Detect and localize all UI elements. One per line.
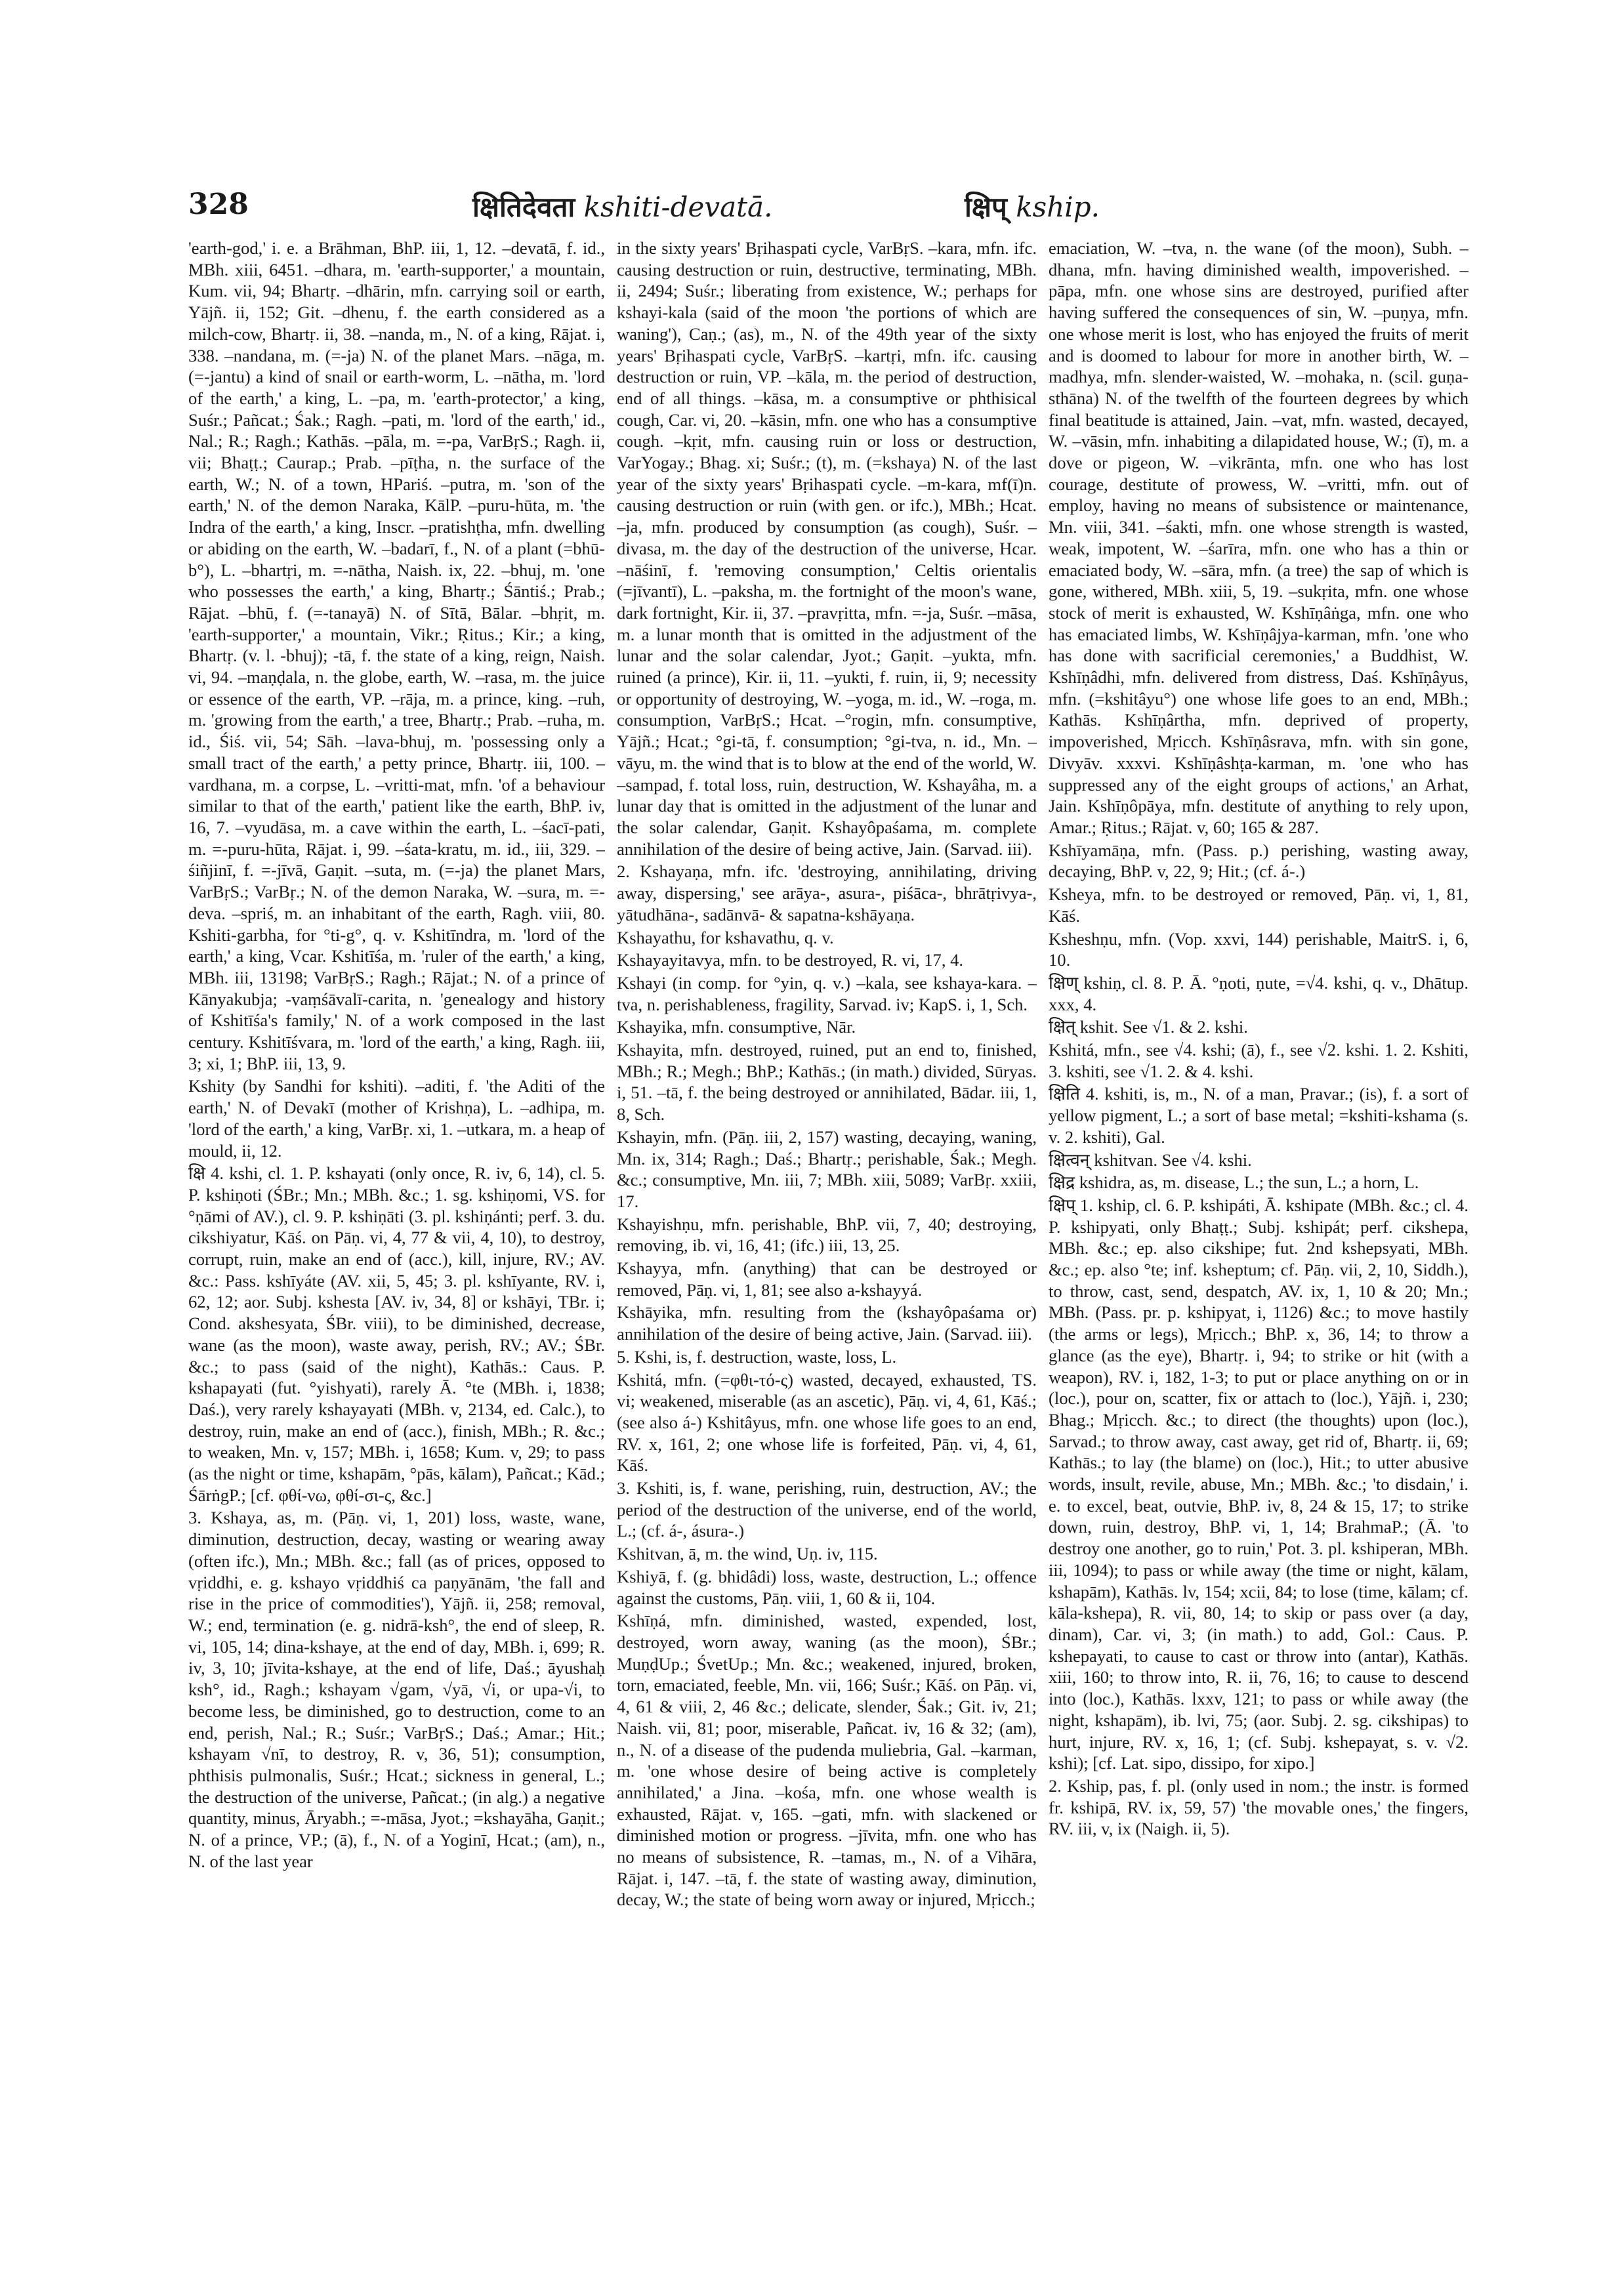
right-headword-devanagari: क्षिप् xyxy=(965,191,1007,223)
entry-paragraph: Kshayi (in comp. for °yin, q. v.) –kala, see kshaya-kara. –tva, n. perishableness, fragility, Sarvad. iv; KapS. i, 1, Sch. xyxy=(617,972,1037,1014)
entry-paragraph: emaciation, W. –tva, n. the wane (of the moon), Subh. –dhana, mfn. having diminished wealth, impoverished. –pāpa, mfn. one whose sins are destroyed, purified after having suffered the consequences of sin, W. –puṇya, mfn. one whose merit is lost, who has enjoyed the fruits of merit and is doomed to labour for more in another birth, W. –madhya, mfn. slender-waisted, W. –mohaka, n. (scil. guṇa-sthāna) N. of the twelfth of the fourteen degrees by which final beatitude is attained, Jain. –vat, mfn. wasted, decayed, W. –vāsin, mfn. inhabiting a dilapidated house, W.; (ī), m. a dove or pigeon, W. –vikrānta, mfn. one who has lost courage, destitute of prowess, W. –vritti, mfn. out of employ, having no means of subsistence or maintenance, Mn. viii, 341. –śakti, mfn. one whose strength is wasted, weak, impotent, W. –śarīra, mfn. one who has a thin or emaciated body, W. –sāra, mfn. (a tree) the sap of which is gone, withered, MBh. xiii, 5, 19. –sukṛita, mfn. one whose stock of merit is exhausted, W. Kshīṇâṅga, mfn. one who has emaciated limbs, W. Kshīṇâjya-karman, mfn. 'one who has done with sacrificial ceremonies,' a Buddhist, W. Kshīṇâdhi, mfn. delivered from distress, Daś. Kshīṇâyus, mfn. (=kshitâyu°) one whose life goes to an end, MBh.; Kathās. Kshīṇârtha, mfn. deprived of property, impoverished, Mṛicch. Kshīṇâsrava, mfn. with sin gone, Divyāv. xxxvi. Kshīṇâshṭa-karman, m. 'one who has suppressed any of the eight groups of actions,' an Arhat, Jain. Kshīṇôpāya, mfn. destitute of anything to rely upon, Amar.; Ṛitus.; Rājat. v, 60; 165 & 287. xyxy=(1049,238,1468,837)
left-headword-devanagari: क्षितिदेवता xyxy=(472,191,575,223)
entry-paragraph: Kshāyika, mfn. resulting from the (kshayôpaśama or) annihilation of the desire of being active, Jain. (Sarvad. iii). xyxy=(617,1302,1037,1344)
entry-paragraph: क्षिण् kshiṇ, cl. 8. P. Ā. °ṇoti, ṇute, =√4. kshi, q. v., Dhātup. xxx, 4. xyxy=(1049,972,1468,1014)
entry-paragraph: Kshitvan, ā, m. the wind, Uṇ. iv, 115. xyxy=(617,1544,878,1564)
entry-paragraph: Kshayathu, for kshavathu, q. v. xyxy=(617,927,834,947)
column-2 xyxy=(617,238,1037,2245)
entry-paragraph: 'earth-god,' i. e. a Brāhman, BhP. iii, 1, 12. –devatā, f. id., MBh. xiii, 6451. –dhara, m. 'earth-supporter,' a mountain, Kum. vii, 94; Bhartṛ. –dhārin, mfn. carrying soil or earth, Yājñ. ii, 152; Git. –dhenu, f. the earth considered as a milch-cow, Bhartṛ. ii, 38. –nanda, m., N. of a king, Rājat. i, 338. –nandana, m. (=-ja) N. of the planet Mars. –nāga, m. (=-jantu) a kind of snail or earth-worm, L. –nātha, m. 'lord of the earth,' a king, L. –pa, m. 'earth-protector,' a king, Suśr.; Pañcat.; Śak.; Ragh. –pati, m. 'lord of the earth,' id., Nal.; R.; Ragh.; Kathās. –pāla, m. =-pa, VarBṛS.; Ragh. ii, vii; Bhaṭṭ.; Caurap.; Prab. –pīṭha, n. the surface of the earth, W.; N. of a town, HPariś. –putra, m. 'son of the earth,' N. of the demon Naraka, KālP. –puru-hūta, m. 'the Indra of the earth,' a king, Inscr. –pratishṭha, mfn. dwelling or abiding on the earth, W. –badarī, f., N. of a plant (=bhū-b°), L. –bhartṛi, m. =-nātha, Naish. ix, 22. –bhuj, m. 'one who possesses the earth,' a king, Bhartṛ.; Śāntiś.; Prab.; Rājat. –bhū, f. (=-tanayā) N. of Sītā, Bālar. –bhṛit, m. 'earth-supporter,' a mountain, Vikr.; Ṛitus.; Kir.; a king, Bhartṛ. (v. l. -bhuj); -tā, f. the state of a king, reign, Naish. vi, 94. –maṇḍala, n. the globe, earth, W. –rasa, m. the juice or essence of the earth, VP. –rāja, m. a prince, king. –ruh, m. 'growing from the earth,' a tree, Bhartṛ.; Prab. –ruha, m. id., Śiś. vii, 54; Sāh. –lava-bhuj, m. 'possessing only a small tract of the earth,' a petty prince, Bhartṛ. iii, 100. –vardhana, m. a corpse, L. –vritti-mat, mfn. 'of a behaviour similar to that of the earth,' patient like the earth, BhP. iv, 16, 7. –vyudāsa, m. a cave within the earth, L. –śacī-pati, m. =-puru-hūta, Rājat. i, 99. –śata-kratu, m. id., iii, 329. –śiñjinī, f. =-jīvā, Gaṇit. –suta, m. (=-ja) the planet Mars, VarBṛS.; VarBṛ.; N. of the demon Naraka, W. –sura, m. =-deva. –spriś, m. an inhabitant of the earth, Ragh. viii, 80. Kshiti-garbha, for °ti-g°, q. v. Kshitīndra, m. 'lord of the earth,' a king, Vcar. Kshitīśa, m. 'ruler of the earth,' a king, MBh. iii, 13198; VarBṛS.; Ragh.; Rājat.; N. of a prince of Kānyakubja; -vaṃśāvalī-carita, n. 'genealogy and history of Kshitīśa's family,' N. of a work composed in the last century. Kshitīśvara, m. 'lord of the earth,' a king, Ragh. iii, 3; xi, 1; BhP. iii, 13, 9. xyxy=(188,238,605,1073)
entry-paragraph: Kshayin, mfn. (Pāṇ. iii, 2, 157) wasting, decaying, waning, Mn. ix, 314; Ragh.; Daś.; Bhartṛ.; perishable, Śak.; Megh. &c.; consumptive, Mn. iii, 7; MBh. xiii, 5089; VarBṛ. xxiii, 17. xyxy=(617,1127,1037,1211)
entry-paragraph: Kshayya, mfn. (anything) that can be destroyed or removed, Pāṇ. vi, 1, 81; see also a-kshayyá. xyxy=(617,1258,1037,1300)
entry-paragraph: Ksheya, mfn. to be destroyed or removed, Pāṇ. vi, 1, 81, Kāś. xyxy=(1049,884,1468,926)
entry-paragraph: Ksheshṇu, mfn. (Vop. xxvi, 144) perishable, MaitrS. i, 6, 10. xyxy=(1049,928,1468,970)
entry-paragraph: Kshīṇá, mfn. diminished, wasted, expended, lost, destroyed, worn away, waning (as the moon), ŚBr.; MuṇḍUp.; ŚvetUp.; Mn. &c.; weakened, injured, broken, torn, emaciated, feeble, Mn. vii, 166; Suśr.; Kāś. on Pāṇ. vi, 4, 61 & viii, 2, 46 &c.; delicate, slender, Śak.; Git. iv, 21; Naish. vii, 81; poor, miserable, Pañcat. iv, 16 & 32; (am), n., N. of a disease of the pudenda muliebria, Gal. –karman, m. 'one whose desire of being active is completely annihilated,' a Jina. –kośa, mfn. one whose wealth is exhausted, Rājat. v, 165. –gati, mfn. with slackened or diminished motion or progress. –jīvita, mfn. one who has no means of subsistence, R. –tamas, m., N. of a Vihāra, Rājat. i, 147. –tā, f. the state of wasting away, diminution, decay, W.; the state of being worn away or injured, Mṛicch.; xyxy=(617,1611,1037,1910)
entry-paragraph: 2. Kshayaṇa, mfn. ifc. 'destroying, annihilating, driving away, dispersing,' see arāya-, asura-, piśāca-, bhrātṛivya-, yātudhāna-, sadānvā- & sapatna-kshāyaṇa. xyxy=(617,861,1037,924)
column-1 xyxy=(188,238,605,2245)
entry-paragraph: 2. Kship, pas, f. pl. (only used in nom.; the instr. is formed fr. kshipā, RV. ix, 59, 57) 'the movable ones,' the fingers, RV. iii, v, ix (Naigh. ii, 5). xyxy=(1049,1775,1468,1839)
entry-paragraph: क्षिप् 1. kship, cl. 6. P. kshipáti, Ā. kshipate (MBh. &c.; cl. 4. P. kshipyati, only Bhaṭṭ.; Subj. kshipát; perf. cikshepa, MBh. &c.; ep. also cikshipe; fut. 2nd kshepsyati, MBh. &c.; ep. also °te; inf. ksheptum; cf. Pāṇ. vii, 2, 10, Siddh.), to throw, cast, send, despatch, AV. ix, 1, 10 & 20; Mn.; MBh. (Pass. pr. p. kshipyat, i, 1126) &c.; to move hastily (the arms or legs), Mṛicch.; BhP. x, 36, 14; to throw a glance (as the eye), Bhartṛ. i, 94; to strike or hit (with a weapon), RV. i, 182, 1-3; to put or place anything on or in (loc.), pour on, scatter, fix or attach to (loc.), Yājñ. i, 230; Bhag.; Mṛicch. &c.; to direct (the thoughts) upon (loc.), Sarvad.; to throw away, cast away, get rid of, Bhartṛ. ii, 69; Kathās.; to lay (the blame) on (loc.), Hit.; to utter abusive words, insult, revile, abuse, Mn.; MBh. &c.; 'to disdain,' i. e. to excel, beat, outvie, BhP. iv, 8, 24 & 15, 17; to strike down, ruin, destroy, BhP. vi, 1, 14; BrahmaP.; (Ā. 'to destroy one another, go to ruin,' Pot. 3. pl. kshiperan, MBh. iii, 1094); to pass or while away (the time or night, kālam, kshapām), Kathās. lv, 154; xcii, 84; to lose (time, kālam; cf. kāla-kshepa), R. vii, 80, 14; to skip or pass over (a day, dinam), Car. vi, 3; (in math.) to add, Gol.: Caus. P. kshepayati, to cause to cast or throw into (antar), Kathās. xiii, 160; to throw into, R. ii, 76, 16; to cause to descend into (loc.), Kathās. lxxv, 121; to pass or while away (the night, kshapām), ib. lvi, 75; (aor. Subj. 2. sg. cikshipas) to hurt, injure, RV. x, 16, 1; (cf. Subj. kshepayat, s. v. √2. kshi); [cf. Lat. sipo, dissipo, for xipo.] xyxy=(1049,1195,1468,1773)
entry-paragraph: 3. Kshiti, is, f. wane, perishing, ruin, destruction, AV.; the period of the destruction of the universe, end of the world, L.; (cf. á-, ásura-.) xyxy=(617,1478,1037,1541)
entry-paragraph: क्षित् kshit. See √1. & 2. kshi. xyxy=(1049,1017,1248,1037)
entry-paragraph: क्षिद्र kshidra, as, m. disease, L.; the sun, L.; a horn, L. xyxy=(1049,1172,1419,1193)
right-headword-latin: kship. xyxy=(1016,191,1100,223)
entry-paragraph: Kshayishṇu, mfn. perishable, BhP. vii, 7, 40; destroying, removing, ib. vi, 16, 41; (ifc.) iii, 13, 25. xyxy=(617,1214,1037,1256)
entry-paragraph: Kshīyamāṇa, mfn. (Pass. p.) perishing, wasting away, decaying, BhP. v, 22, 9; Hit.; (cf. á-.) xyxy=(1049,840,1468,882)
entry-paragraph: क्षिति 4. kshiti, is, m., N. of a man, Pravar.; (is), f. a sort of yellow pigment, L.; a sort of base metal; =kshiti-kshama (s. v. 2. kshiti), Gal. xyxy=(1049,1084,1468,1147)
entry-paragraph: Kshiyā, f. (g. bhidâdi) loss, waste, destruction, L.; offence against the customs, Pāṇ. viii, 1, 60 & ii, 104. xyxy=(617,1566,1037,1608)
entry-paragraph: in the sixty years' Bṛihaspati cycle, VarBṛS. –kara, mfn. ifc. causing destruction or ruin, destructive, terminating, MBh. ii, 2494; Suśr.; liberating from existence, W.; perhaps for kshayi-kala (said of the moon 'the portions of which are waning'), Caṇ.; (as), m., N. of the 49th year of the sixty years' Bṛihaspati cycle, VarBṛS. –kartṛi, mfn. ifc. causing destruction or ruin, VP. –kāla, m. the period of destruction, end of all things. –kāsa, m. a consumptive or phthisical cough, Car. vi, 20. –kāsin, mfn. one who has a consumptive cough. –kṛit, mfn. causing ruin or loss or destruction, VarYogay.; Bhag. xi; Suśr.; (t), m. (=kshaya) N. of the last year of the sixty years' Bṛihaspati cycle. –m-kara, mf(ī)n. causing destruction or ruin (with gen. or ifc.), MBh.; Hcat. –ja, mfn. produced by consumption (as cough), Suśr. –divasa, m. the day of the destruction of the universe, Hcar. –nāśinī, f. 'removing consumption,' Celtis orientalis (=jīvantī), L. –paksha, m. the fortnight of the moon's wane, dark fortnight, Kir. ii, 37. –pravṛitta, mfn. =-ja, Suśr. –māsa, m. a lunar month that is omitted in the adjustment of the lunar and the solar calendar, Jyot.; Gaṇit. –yukta, mfn. ruined (a prince), Kir. ii, 11. –yukti, f. ruin, ii, 9; necessity or opportunity of destroying, W. –yoga, m. id., W. –roga, m. consumption, VarBṛS.; Hcat. –°rogin, mfn. consumptive, Yājñ.; Hcat.; °gi-tā, f. consumption; °gi-tva, n. id., Mn. –vāyu, m. the wind that is to blow at the end of the world, W. –sampad, f. total loss, ruin, destruction, W. Kshayâha, m. a lunar day that is omitted in the adjustment of the lunar and the solar calendar, Gaṇit. Kshayôpaśama, m. complete annihilation of the desire of being active, Jain. (Sarvad. iii). xyxy=(617,238,1037,859)
entry-paragraph: क्षि 4. kshi, cl. 1. P. kshayati (only once, R. iv, 6, 14), cl. 5. P. kshiṇoti (ŚBr.; Mn.; MBh. &c.; 1. sg. kshiṇomi, VS. for °ṇāmi of AV.), cl. 9. P. kshiṇāti (3. pl. kshiṇánti; perf. 3. du. cikshiyatur, Kāś. on Pāṇ. vi, 4, 77 & vii, 4, 10), to destroy, corrupt, ruin, make an end of (acc.), kill, injure, RV.; AV. &c.: Pass. kshīyáte (AV. xii, 5, 45; 3. pl. kshīyante, RV. i, 62, 12; aor. Subj. kshesta [AV. iv, 34, 8] or kshāyi, TBr. i; Cond. akshesyata, ŚBr. viii), to be diminished, decrease, wane (as the moon), waste away, perish, RV.; AV.; ŚBr. &c.; to pass (said of the night), Kathās.: Caus. P. kshapayati (fut. °yishyati), rarely Ā. °te (MBh. i, 1838; Daś.), very rarely kshayayati (MBh. v, 2134, ed. Calc.), to destroy, ruin, make an end of (acc.), finish, MBh.; R. &c.; to weaken, Mn. v, 157; MBh. i, 1658; Kum. v, 29; to pass (as the night or time, kshapām, °pās, kālam), Pañcat.; Kād.; ŚārṅgP.; [cf. φθί-νω, φθί-σι-ς, &c.] xyxy=(188,1163,605,1505)
entry-paragraph: Kshitá, mfn., see √4. kshi; (ā), f., see √2. kshi. 1. 2. Kshiti, 3. kshiti, see √1. 2. & 4. kshi. xyxy=(1049,1040,1468,1081)
entry-paragraph: Kshayita, mfn. destroyed, ruined, put an end to, finished, MBh.; R.; Megh.; BhP.; Kathās.; (in math.) divided, Sūryas. i, 51. –tā, f. the being destroyed or annihilated, Bādar. iii, 1, 8, Sch. xyxy=(617,1040,1037,1125)
left-running-headword xyxy=(472,188,772,225)
right-running-headword xyxy=(965,188,1100,225)
entry-paragraph: 5. Kshi, is, f. destruction, waste, loss, L. xyxy=(617,1346,897,1367)
entry-paragraph: Kshayika, mfn. consumptive, Nār. xyxy=(617,1017,856,1037)
entry-paragraph: क्षित्वन् kshitvan. See √4. kshi. xyxy=(1049,1149,1252,1170)
page-number: 328 xyxy=(188,188,249,221)
page-header xyxy=(0,188,1624,227)
entry-paragraph: Kshayayitavya, mfn. to be destroyed, R. vi, 17, 4. xyxy=(617,950,964,970)
left-headword-latin: kshiti-devatā. xyxy=(583,191,773,223)
column-3 xyxy=(1049,238,1468,2245)
entry-paragraph: Kshitá, mfn. (=φθι-τό-ς) wasted, decayed, exhausted, TS. vi; weakened, miserable (as an ascetic), Pāṇ. vi, 4, 61, Kāś.; (see also á-) Kshitâyus, mfn. one whose life goes to an end, RV. x, 161, 2; one whose life is forfeited, Pāṇ. vi, 4, 61, Kāś. xyxy=(617,1369,1037,1476)
entry-paragraph: 3. Kshaya, as, m. (Pāṇ. vi, 1, 201) loss, waste, wane, diminution, destruction, decay, wasting or wearing away (often ifc.), Mn.; MBh. &c.; fall (as of prices, opposed to vṛiddhi, e. g. kshayo vṛiddhiś ca paṇyānām, 'the fall and rise in the price of commodities'), Yājñ. ii, 258; removal, W.; end, termination (e. g. nidrā-ksh°, the end of sleep, R. vi, 105, 14; dina-kshaye, at the end of day, MBh. i, 699; R. iv, 3, 10; jīvita-kshaye, at the end of life, Daś.; āyushaḥ ksh°, id., Ragh.; kshayam √gam, √yā, √i, or upa-√i, to become less, be diminished, go to destruction, come to an end, perish, Nal.; R.; Suśr.; VarBṛS.; Daś.; Amar.; Hit.; kshayam √nī, to destroy, R. v, 36, 51); consumption, phthisis pulmonalis, Suśr.; Hcat.; sickness in general, L.; the destruction of the universe, Pañcat.; (in alg.) a negative quantity, minus, Āryabh.; =-māsa, Jyot.; =kshayāha, Gaṇit.; N. of a prince, VP.; (ā), f., N. of a Yoginī, Hcat.; (am), n., N. of the last year xyxy=(188,1508,605,1871)
entry-paragraph: Kshity (by Sandhi for kshiti). –aditi, f. 'the Aditi of the earth,' N. of Devakī (mother of Krishṇa), L. –adhipa, m. 'lord of the earth,' a king, VarBṛ. xi, 1. –utkara, m. a heap of mould, ii, 12. xyxy=(188,1076,605,1161)
